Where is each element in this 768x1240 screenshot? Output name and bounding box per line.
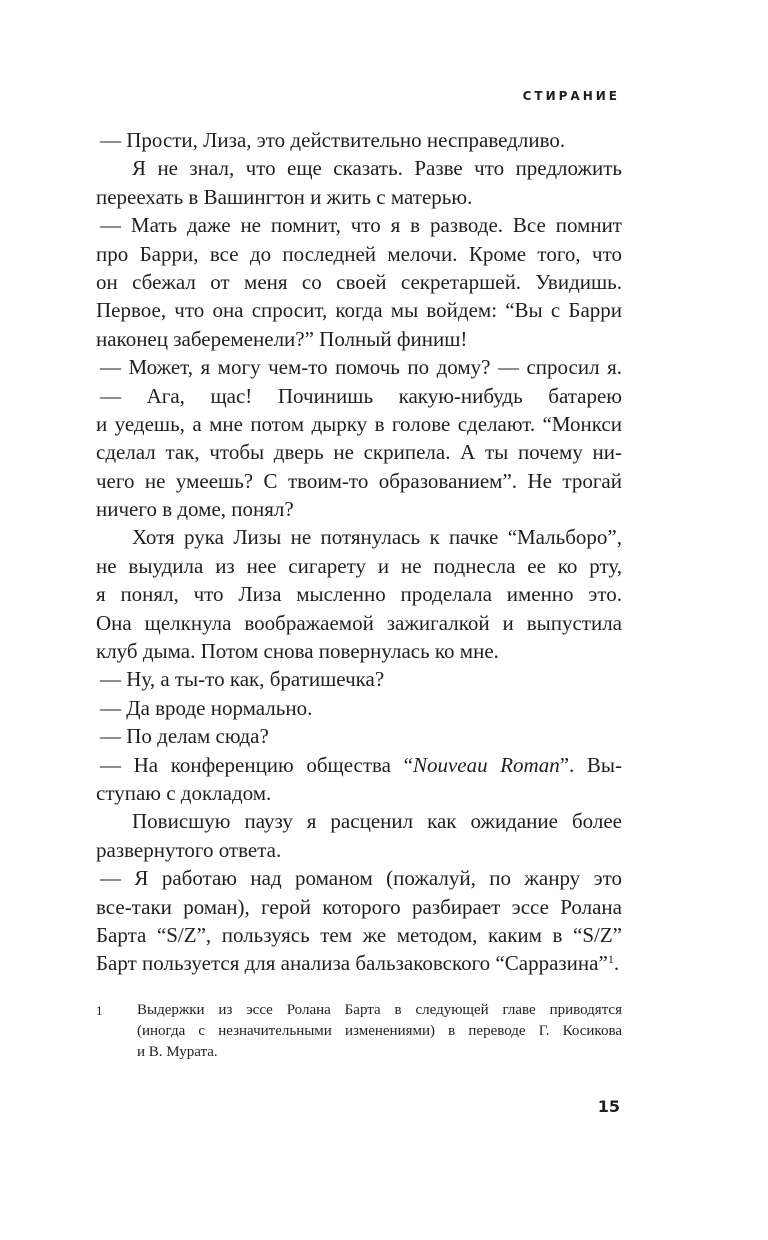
footnote-line: Выдержки из эссе Ролана Барта в следующей главе приводятся: [137, 1002, 622, 1018]
text-line: Она щелкнула воображаемой зажигалкой и выпустила: [96, 610, 622, 635]
text-line: развернутого ответа.: [96, 837, 282, 862]
text-line: Первое, что она спросит, когда мы войдем: “Вы с Барри: [96, 298, 622, 323]
text-line: не выудила из нее сигарету и не поднесла ее ко рту,: [96, 553, 622, 578]
text-line: — Может, я могу чем-то помочь по дому? — спросил я.: [100, 355, 622, 380]
text-line: я понял, что Лиза мысленно проделала именно это.: [96, 582, 622, 607]
text-line: и уедешь, а мне потом дырку в голове сделают. “Монкси: [96, 411, 622, 436]
text-line: Барта “S/Z”, пользуясь тем же методом, каким в “S/Z”: [96, 922, 622, 947]
text-segment: ”. Вы-: [559, 752, 622, 777]
italic-title: Nouveau Roman: [412, 752, 560, 777]
text-line: наконец забеременели?” Полный финиш!: [96, 326, 468, 351]
text-segment: — На конференцию общества “: [100, 752, 413, 777]
running-head: СТИРАНИЕ: [522, 89, 620, 103]
text-line: [96, 949, 622, 977]
text-line: — По делам сюда?: [100, 724, 269, 749]
text-line: [96, 751, 622, 779]
body-text: [96, 126, 622, 978]
text-segment: .: [613, 951, 620, 976]
footnote-reference[interactable]: 1: [607, 952, 614, 967]
text-line: — Да вроде нормально.: [100, 695, 313, 720]
text-line: — Ну, а ты-то как, братишечка?: [100, 667, 385, 692]
footnote-number: 1: [96, 1003, 103, 1018]
footnote: [96, 1000, 622, 1063]
text-line: — Ага, щас! Починишь какую-нибудь батарею: [100, 383, 622, 408]
page-number: 15: [597, 1097, 620, 1116]
text-line: ничего в доме, понял?: [96, 497, 294, 522]
text-line: все-таки роман), герой которого разбирает эссе Ролана: [96, 894, 622, 919]
text-line: чего не умеешь? С твоим-то образованием”. Не трогай: [96, 468, 622, 493]
text-line: Повисшую паузу я расценил как ожидание более: [132, 809, 622, 834]
text-line: — Я работаю над романом (пожалуй, по жанру это: [100, 866, 622, 891]
text-line: Я не знал, что еще сказать. Разве что предложить: [132, 156, 622, 181]
text-line: — Мать даже не помнит, что я в разводе. Все помнит: [100, 213, 622, 238]
text-line: про Барри, все до последней мелочи. Кроме того, что: [96, 241, 622, 266]
text-line: он сбежал от меня со своей секретаршей. Увидишь.: [96, 269, 622, 294]
footnote-line: (иногда с незначительными изменениями) в переводе Г. Косикова: [137, 1023, 622, 1039]
text-line: ступаю с докладом.: [96, 780, 272, 805]
text-line: — Прости, Лиза, это действительно несправедливо.: [100, 128, 566, 152]
text-line: переехать в Вашингтон и жить с матерью.: [96, 184, 473, 209]
footnote-text: [137, 1000, 622, 1063]
text-line: клуб дыма. Потом снова повернулась ко мне.: [96, 639, 499, 664]
text-line: сделал так, чтобы дверь не скрипела. А ты почему ни-: [96, 440, 622, 465]
text-line: Хотя рука Лизы не потянулась к пачке “Мальборо”,: [132, 525, 622, 550]
text-segment: Барт пользуется для анализа бальзаковского “Сарразина”: [96, 951, 608, 976]
footnote-line: и В. Мурата.: [137, 1044, 218, 1060]
